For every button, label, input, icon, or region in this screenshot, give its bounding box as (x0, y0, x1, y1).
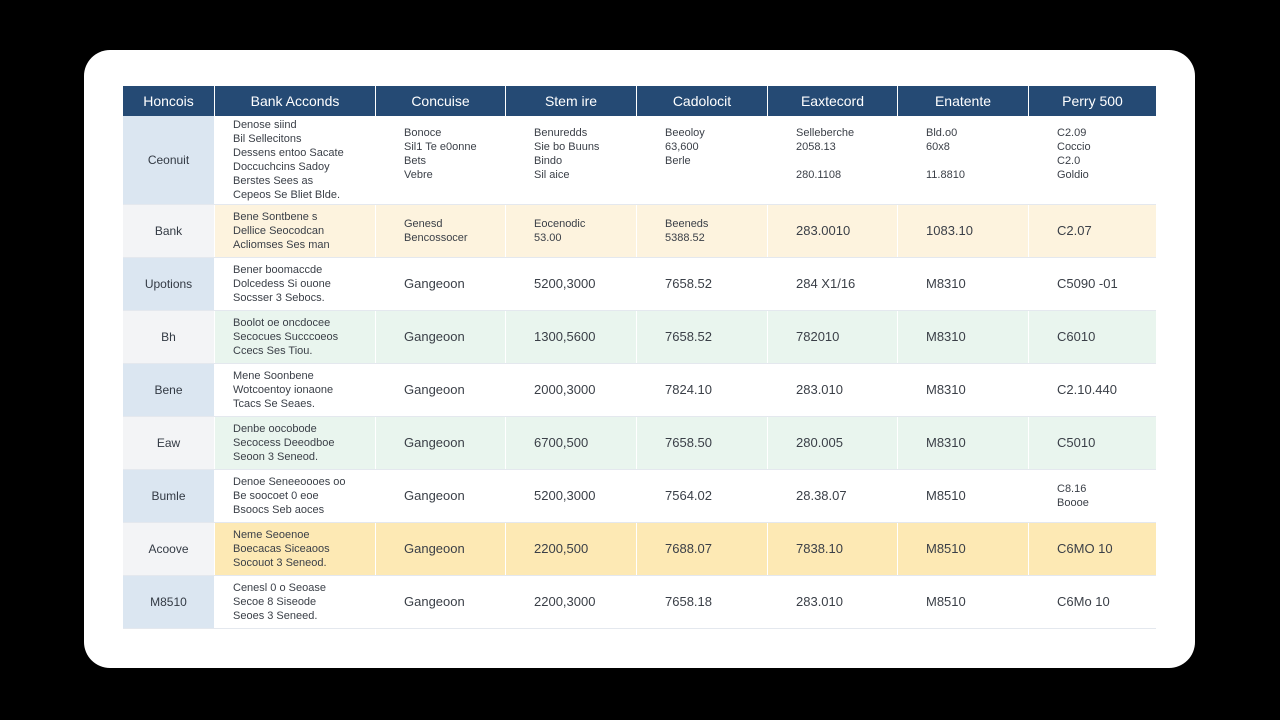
cell-value: Eocenodic (534, 218, 586, 230)
table-cell (898, 470, 1029, 522)
cell-value: 283.010 (796, 594, 843, 609)
cell-value: M8310 (926, 435, 966, 450)
row-label: Acoove (123, 523, 215, 575)
description-line: Cenesl 0 o Seoase (233, 582, 326, 594)
cell-value: Gangeoon (404, 435, 465, 450)
description-line: Tcacs Se Seaes. (233, 398, 315, 410)
cell-value: 1083.10 (926, 223, 973, 238)
cell-value: 2200,3000 (534, 594, 596, 609)
cell-value: 5200,3000 (534, 488, 596, 503)
cell-value: C2.10.440 (1057, 382, 1117, 397)
row-description (215, 523, 376, 575)
cell-value: Berle (665, 155, 691, 167)
cell-value: Gangeoon (404, 594, 465, 609)
cell-value: C5010 (1057, 435, 1096, 450)
table-cell (898, 417, 1029, 469)
description-line: Ccecs Ses Tiou. (233, 345, 313, 357)
description-line: Mene Soonbene (233, 370, 314, 382)
table-cell (1029, 576, 1156, 628)
row-description (215, 576, 376, 628)
table-cell (898, 205, 1029, 257)
cell-value: Beeneds (665, 218, 709, 230)
table-cell (1029, 364, 1156, 416)
table-cell (768, 417, 898, 469)
table-cell (768, 364, 898, 416)
cell-value: 782010 (796, 329, 840, 344)
cell-value: 7688.07 (665, 541, 712, 556)
row-label: Bh (123, 311, 215, 363)
description-line: Denoe Seneeoooes oo (233, 476, 346, 488)
cell-value: Bets (404, 155, 427, 167)
table-cell (637, 523, 768, 575)
cell-value: 63,600 (665, 141, 699, 153)
description-line: Acliomses Ses man (233, 239, 330, 251)
table-cell (768, 470, 898, 522)
cell-value: C2.07 (1057, 223, 1092, 238)
cell-value: Sil aice (534, 169, 570, 181)
description-line: Socouot 3 Seneod. (233, 557, 327, 569)
column-header[interactable]: Perry 500 (1029, 86, 1156, 116)
cell-value: Benuredds (534, 127, 588, 139)
cell-value: 11.8810 (926, 169, 965, 181)
table-cell (1029, 116, 1156, 204)
table-cell (637, 417, 768, 469)
cell-value: C2.09 (1057, 127, 1087, 139)
cell-value: Gangeoon (404, 329, 465, 344)
cell-value: C5090 -01 (1057, 276, 1118, 291)
cell-value: 53.00 (534, 232, 562, 244)
row-label: M8510 (123, 576, 215, 628)
table-row[interactable] (123, 364, 1156, 417)
row-label: Ceonuit (123, 116, 215, 204)
description-line: Be soocoet 0 eoe (233, 490, 319, 502)
table-cell (506, 470, 637, 522)
cell-value: 284 X1/16 (796, 276, 856, 291)
description-line: Neme Seoenoe (233, 529, 310, 541)
table-cell (1029, 470, 1156, 522)
row-label: Bank (123, 205, 215, 257)
table-cell (376, 523, 506, 575)
table-row[interactable] (123, 116, 1156, 205)
cell-value: Beeoloy (665, 127, 705, 139)
cell-value: Goldio (1057, 169, 1089, 181)
cell-value: 7824.10 (665, 382, 712, 397)
table-cell (506, 116, 637, 204)
cell-value: C8.16 (1057, 483, 1087, 495)
table-cell (506, 417, 637, 469)
description-line: Bsoocs Seb aoces (233, 504, 325, 516)
cell-value: M8510 (926, 594, 966, 609)
column-header[interactable]: Stem ire (506, 86, 637, 116)
description-line: Cepeos Se Bliet Blde. (233, 189, 341, 201)
cell-value: 7658.52 (665, 276, 712, 291)
row-label: Bene (123, 364, 215, 416)
table-cell (768, 258, 898, 310)
cell-value: 2058.13 (796, 141, 836, 153)
cell-value: Bonoce (404, 127, 442, 139)
table-cell (506, 311, 637, 363)
cell-value: 2200,500 (534, 541, 589, 556)
cell-value: Coccio (1057, 141, 1091, 153)
description-line: Socsser 3 Sebocs. (233, 292, 325, 304)
cell-value: M8310 (926, 382, 966, 397)
cell-value: 7564.02 (665, 488, 712, 503)
table-grid (123, 86, 1156, 629)
row-label: Bumle (123, 470, 215, 522)
row-description (215, 311, 376, 363)
table-cell (898, 364, 1029, 416)
cell-value: C6010 (1057, 329, 1096, 344)
cell-value: 60x8 (926, 141, 950, 153)
description-line: Bil Sellecitons (233, 133, 302, 145)
cell-value: Bindo (534, 155, 563, 167)
table-cell (637, 470, 768, 522)
table-cell (376, 470, 506, 522)
column-header[interactable]: Bank Acconds (215, 86, 376, 116)
description-line: Boecacas Siceaoos (233, 543, 330, 555)
row-description (215, 258, 376, 310)
row-description (215, 470, 376, 522)
table-cell (637, 311, 768, 363)
column-header[interactable]: Cadolocit (637, 86, 768, 116)
table-cell (376, 364, 506, 416)
cell-value: 280.1108 (796, 169, 842, 181)
cell-value: 2000,3000 (534, 382, 596, 397)
cell-value: Vebre (404, 169, 433, 181)
table-cell (1029, 523, 1156, 575)
row-description (215, 417, 376, 469)
table-cell (1029, 311, 1156, 363)
table-cell (376, 417, 506, 469)
description-line: Bener boomaccde (233, 264, 323, 276)
table-cell (898, 576, 1029, 628)
cell-value: Sil1 Te e0onne (404, 141, 477, 153)
cell-value: M8510 (926, 488, 966, 503)
row-label: Upotions (123, 258, 215, 310)
cell-value: 283.010 (796, 382, 843, 397)
table-cell (768, 523, 898, 575)
cell-value: Selleberche (796, 127, 855, 139)
table-row[interactable] (123, 205, 1156, 258)
table-cell (1029, 205, 1156, 257)
row-description (215, 205, 376, 257)
description-line: Seoes 3 Seneed. (233, 610, 318, 622)
cell-value: C2.0 (1057, 155, 1081, 167)
description-line: Seoon 3 Seneod. (233, 451, 319, 463)
table-row[interactable] (123, 311, 1156, 364)
cell-value: Bld.o0 (926, 127, 958, 139)
description-line: Doccuchcins Sadoy (233, 161, 330, 173)
table-card (84, 50, 1195, 668)
table-cell (376, 205, 506, 257)
cell-value: 280.005 (796, 435, 843, 450)
table-cell (637, 364, 768, 416)
column-header[interactable]: Concuise (376, 86, 506, 116)
table-cell (506, 576, 637, 628)
table-cell (506, 205, 637, 257)
table-cell (506, 523, 637, 575)
description-line: Secocess Deeodboe (233, 437, 335, 449)
description-line: Secoe 8 Siseode (233, 596, 317, 608)
description-line: Dolcedess Si ouone (233, 278, 331, 290)
cell-value: Sie bo Buuns (534, 141, 600, 153)
table-cell (376, 116, 506, 204)
cell-value: 283.0010 (796, 223, 851, 238)
cell-value (796, 154, 799, 168)
cell-value: 7838.10 (796, 541, 843, 556)
cell-value: 5388.52 (665, 232, 705, 244)
cell-value (926, 154, 929, 168)
cell-value: M8310 (926, 276, 966, 291)
cell-value: Gangeoon (404, 382, 465, 397)
cell-value: 5200,3000 (534, 276, 596, 291)
table-cell (768, 576, 898, 628)
description-line: Boolot oe oncdocee (233, 317, 331, 329)
column-header[interactable]: Enatente (898, 86, 1029, 116)
cell-value: 7658.50 (665, 435, 712, 450)
table-cell (506, 364, 637, 416)
cell-value: Boooe (1057, 497, 1089, 509)
cell-value: 7658.52 (665, 329, 712, 344)
table-row[interactable] (123, 258, 1156, 311)
cell-value: 1300,5600 (534, 329, 596, 344)
description-line: Berstes Sees as (233, 175, 314, 187)
table-cell (898, 258, 1029, 310)
cell-value: Genesd (404, 218, 443, 230)
table-row[interactable] (123, 417, 1156, 470)
description-line: Wotcoentoy ionaone (233, 384, 334, 396)
table-cell (637, 205, 768, 257)
cell-value: 6700,500 (534, 435, 589, 450)
cell-value: C6MO 10 (1057, 541, 1113, 556)
row-description (215, 116, 376, 204)
table-cell (898, 116, 1029, 204)
cell-value: C6Mo 10 (1057, 594, 1110, 609)
table-cell (1029, 258, 1156, 310)
description-line: Bene Sontbene s (233, 211, 318, 223)
table-row[interactable] (123, 576, 1156, 629)
cell-value: 7658.18 (665, 594, 712, 609)
table-cell (637, 116, 768, 204)
column-header[interactable]: Eaxtecord (768, 86, 898, 116)
table-row[interactable] (123, 470, 1156, 523)
cell-value: M8310 (926, 329, 966, 344)
row-description (215, 364, 376, 416)
description-line: Denose siind (233, 119, 297, 131)
table-cell (1029, 417, 1156, 469)
table-cell (376, 311, 506, 363)
cell-value: M8510 (926, 541, 966, 556)
description-line: Denbe oocobode (233, 423, 317, 435)
table-cell (637, 258, 768, 310)
table-header-row (123, 86, 1156, 116)
description-line: Secocues Succcoeos (233, 331, 339, 343)
column-header[interactable]: Honcois (123, 86, 215, 116)
cell-value: Gangeoon (404, 276, 465, 291)
description-line: Dessens entoo Sacate (233, 147, 344, 159)
description-line: Dellice Seocodcan (233, 225, 325, 237)
cell-value: 28.38.07 (796, 488, 847, 503)
table-cell (768, 116, 898, 204)
table-cell (506, 258, 637, 310)
cell-value: Gangeoon (404, 541, 465, 556)
bank-accounts-table (123, 86, 1156, 629)
cell-value: Bencossocer (404, 232, 468, 244)
row-label: Eaw (123, 417, 215, 469)
table-cell (376, 258, 506, 310)
table-cell (898, 311, 1029, 363)
table-row[interactable] (123, 523, 1156, 576)
table-cell (768, 205, 898, 257)
table-cell (768, 311, 898, 363)
table-cell (637, 576, 768, 628)
table-cell (376, 576, 506, 628)
table-cell (898, 523, 1029, 575)
cell-value: Gangeoon (404, 488, 465, 503)
